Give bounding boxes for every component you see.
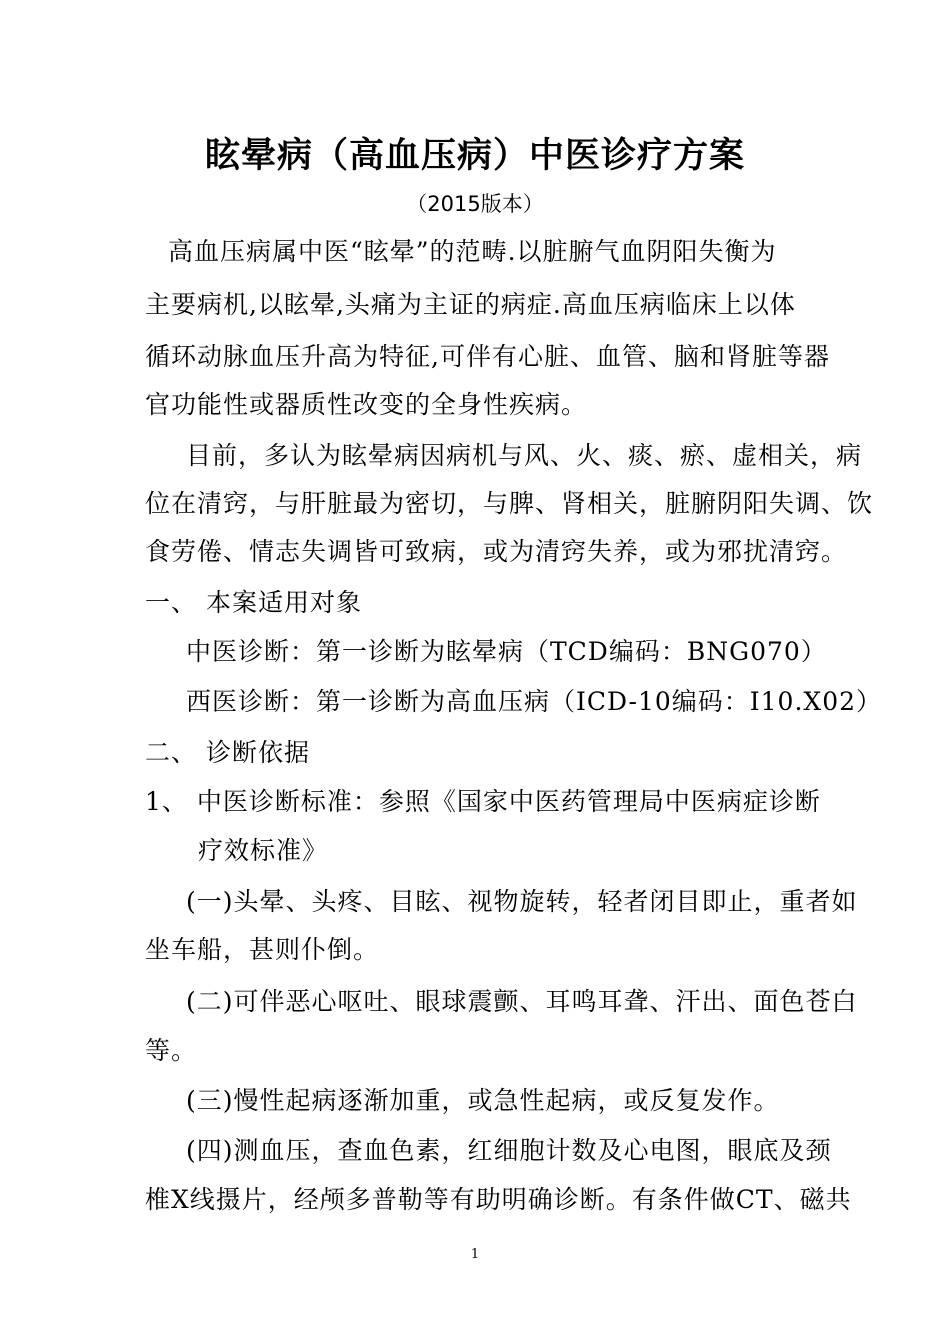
paragraph-line: (二)可伴恶心呕吐、眼球震颤、耳鸣耳聋、汗出、面色苍白 [186,987,858,1016]
paragraph-line: 位在清窍，与肝脏最为密切，与脾、肾相关，脏腑阴阳失调、饮 [145,489,874,518]
paragraph-line: 西医诊断：第一诊断为高血压病（ICD-10编码：I10.X02） [186,687,883,716]
paragraph-line: 坐车船，甚则仆倒。 [145,935,380,964]
paragraph-line: 中医诊断：第一诊断为眩晕病（TCD编码：BNG070） [186,637,827,666]
section-heading: 二、 诊断依据 [145,738,310,767]
paragraph-line: 目前，多认为眩晕病因病机与风、火、痰、瘀、虚相关，病 [186,441,863,470]
paragraph-line: (一)头晕、头疼、目眩、视物旋转，轻者闭目即止，重者如 [186,887,858,916]
paragraph-line: 疗效标准》 [198,836,329,865]
section-heading: 一、 本案适用对象 [145,588,362,617]
paragraph-line: 椎X线摄片，经颅多普勒等有助明确诊断。有条件做CT、磁共 [145,1185,852,1214]
paragraph-line: 循环动脉血压升高为特征,可伴有心脏、血管、脑和肾脏等器 [145,342,830,371]
numbered-item: 1、 中医诊断标准：参照《国家中医药管理局中医病症诊断 [145,787,821,816]
paragraph-line: 主要病机,以眩晕,头痛为主证的病症.高血压病临床上以体 [145,290,796,319]
paragraph-line: 等。 [145,1036,198,1065]
paragraph-line: 食劳倦、情志失调皆可致病，或为清窍失养，或为邪扰清窍。 [145,537,848,566]
paragraph-line: (四)测血压，查血色素，红细胞计数及心电图，眼底及颈 [186,1136,832,1165]
document-subtitle: （2015版本） [406,192,544,216]
paragraph-line: 高血压病属中医“眩晕”的范畴.以脏腑气血阴阳失衡为 [168,237,777,266]
document-title: 眩晕病（高血压病）中医诊疗方案 [204,136,745,176]
paragraph-line: (三)慢性起病逐渐加重，或急性起病，或反复发作。 [186,1086,780,1115]
paragraph-line: 官功能性或器质性改变的全身性疾病。 [145,390,588,419]
page-number: 1 [470,1247,480,1262]
